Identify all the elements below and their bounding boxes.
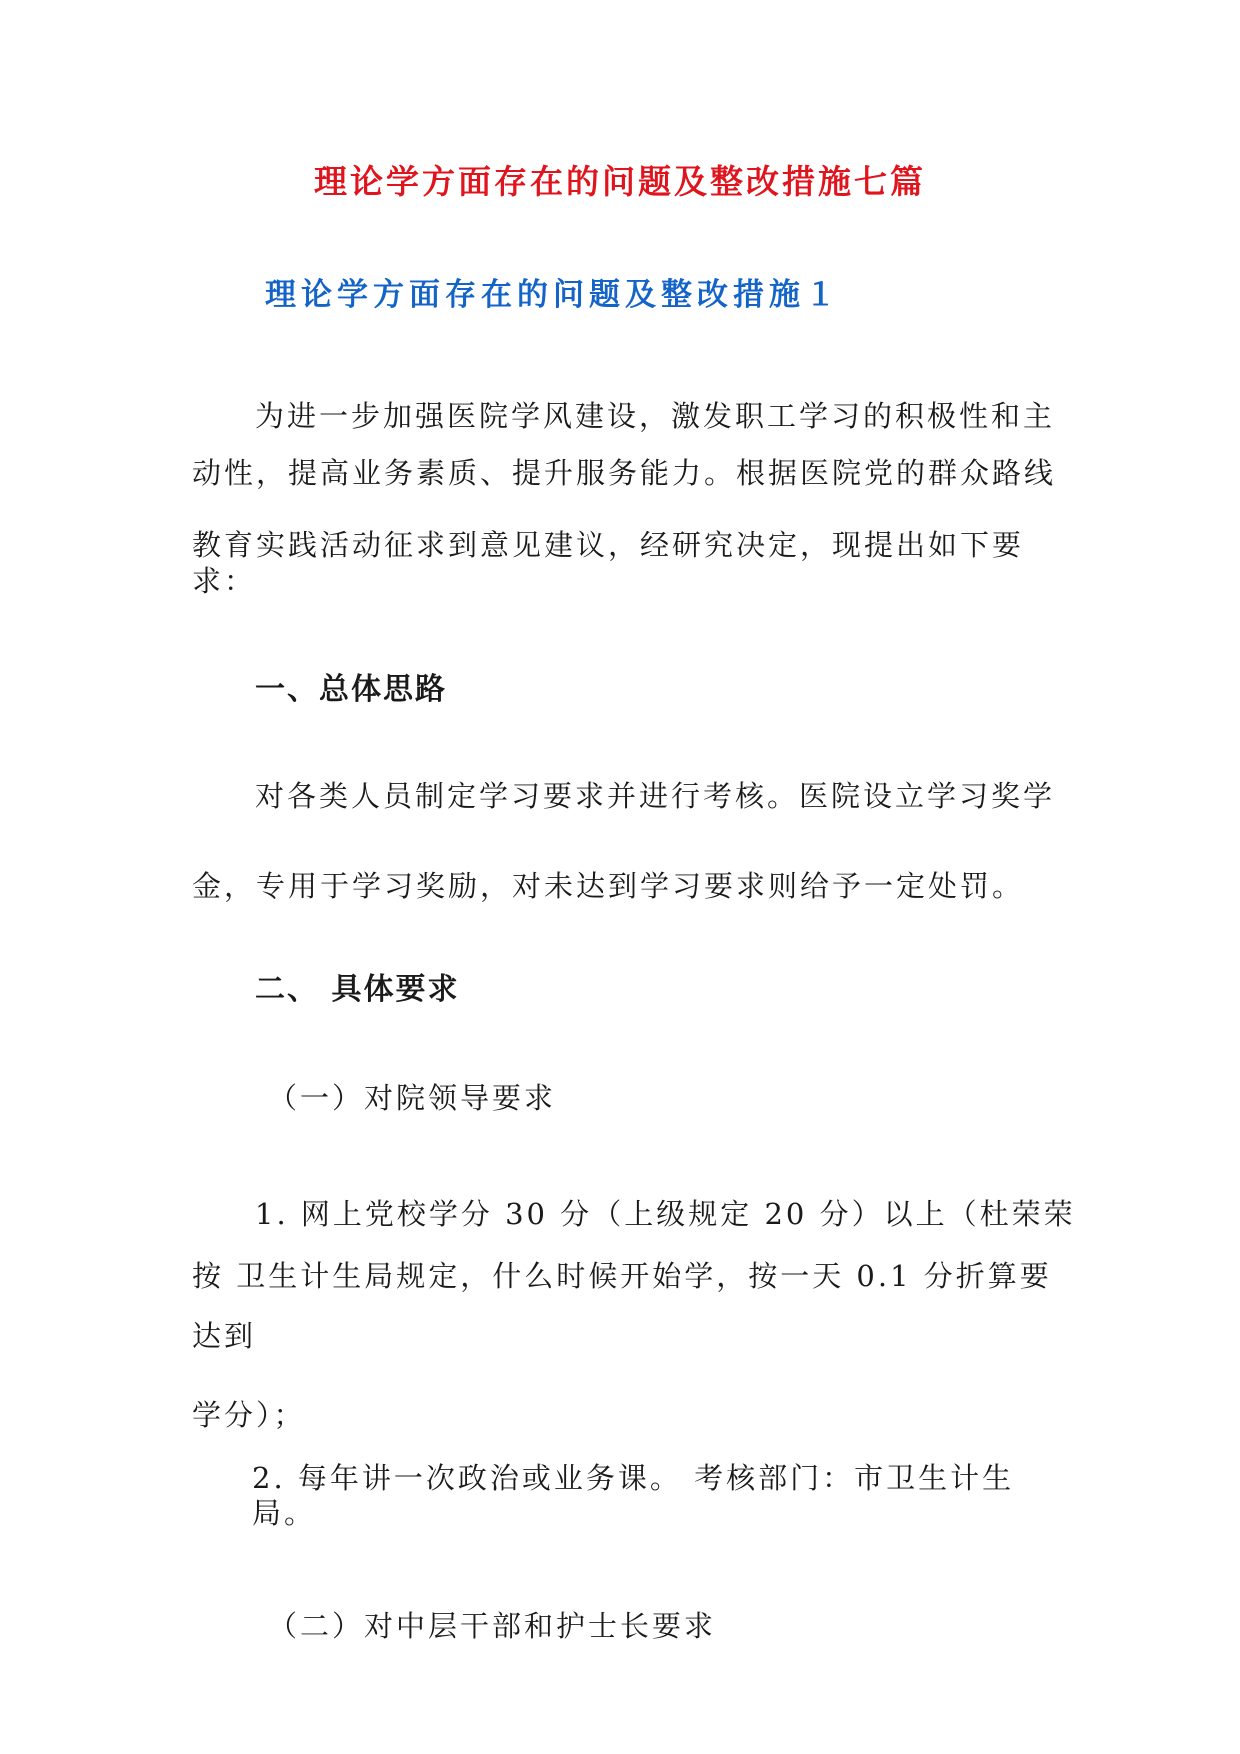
intro-line-2: 动性，提高业务素质、提升服务能力。根据医院党的群众路线	[192, 456, 1057, 490]
item-1-line-1: 1. 网上党校学分 30 分（上级规定 20 分）以上（杜荣荣	[255, 1197, 1076, 1231]
intro-line-3: 教育实践活动征求到意见建议，经研究决定，现提出如下要	[192, 528, 1025, 562]
document-title: 理论学方面存在的问题及整改措施七篇	[314, 162, 926, 201]
subsection-2-heading: （二）对中层干部和护士长要求	[268, 1609, 717, 1643]
item-1-line-2: 按 卫生计生局规定，什么时候开始学，按一天 0.1 分折算要	[192, 1259, 1052, 1293]
section-title: 理论学方面存在的问题及整改措施１	[265, 277, 841, 313]
item-2-line-1: 2. 每年讲一次政治或业务课。 考核部门：市卫生计生	[252, 1461, 1015, 1495]
section-2-heading: 二、 具体要求	[255, 972, 460, 1007]
subsection-1-heading: （一）对院领导要求	[268, 1081, 557, 1115]
section-1-line-2: 金，专用于学习奖励，对未达到学习要求则给予一定处罚。	[192, 869, 1025, 903]
section-1-heading: 一、总体思路	[255, 672, 447, 707]
item-1-line-4: 学分）；	[192, 1398, 306, 1432]
item-1-line-3: 达到	[192, 1319, 257, 1353]
intro-line-1: 为进一步加强医院学风建设，激发职工学习的积极性和主	[255, 399, 1056, 433]
intro-line-4: 求：	[192, 564, 257, 598]
item-2-line-2: 局。	[252, 1496, 317, 1530]
section-1-line-1: 对各类人员制定学习要求并进行考核。医院设立学习奖学	[255, 779, 1056, 813]
